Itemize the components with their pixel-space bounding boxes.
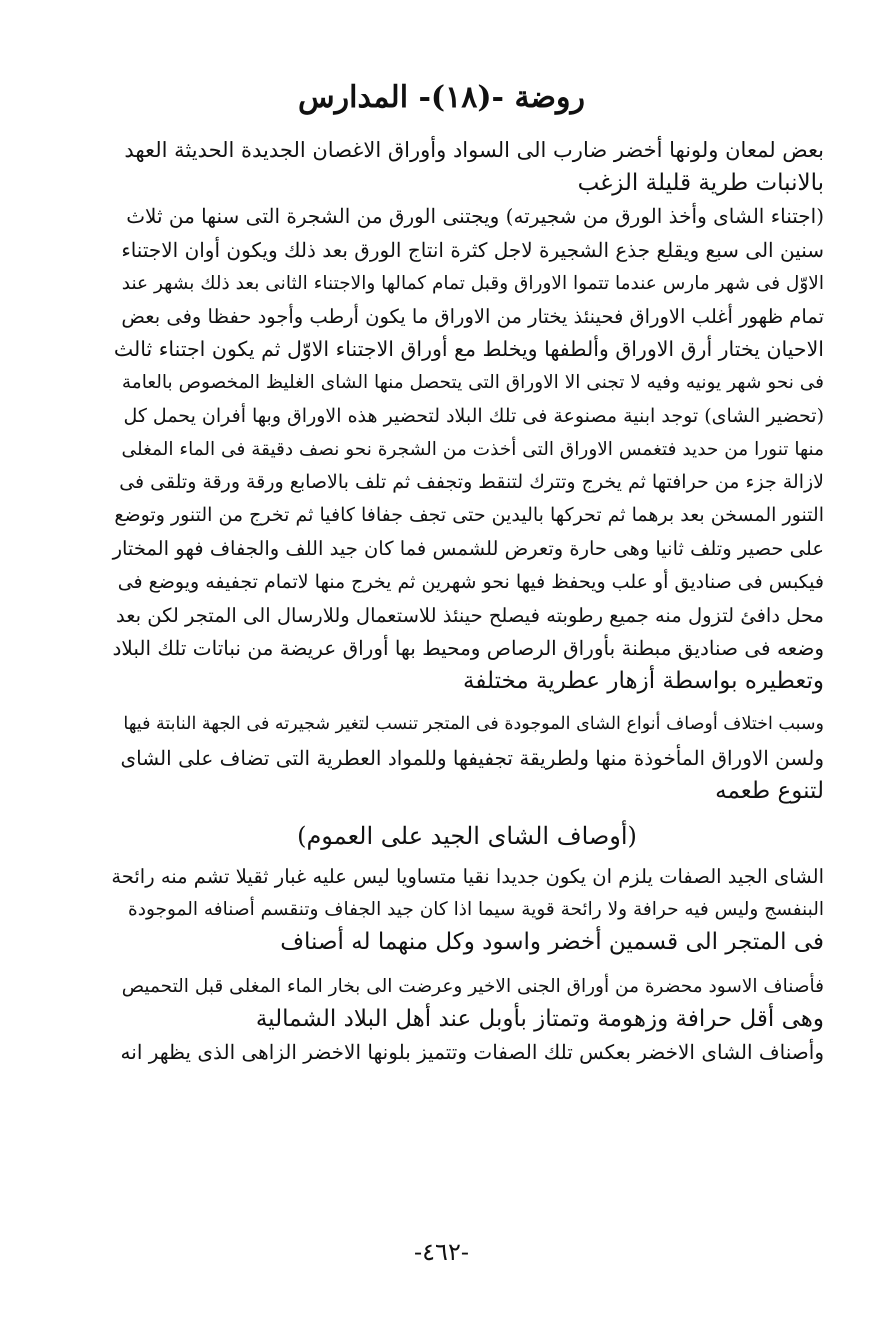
text-line: الاحيان يختار أرق الاوراق وألطفها ويخلط مع أوراق الاجتناء الاوّل ثم يكون اجتناء ثالث xyxy=(113,337,824,362)
body-text xyxy=(110,134,824,1069)
text-line: وأصناف الشاى الاخضر بعكس تلك الصفات وتتميز بلونها الاخضر الزاهى الذى يظهر انه xyxy=(120,1040,824,1065)
text-line: بعض لمعان ولونها أخضر ضارب الى السواد وأوراق الاغصان الجديدة الحديثة العهد xyxy=(124,138,824,162)
text-line: البنفسج وليس فيه حرافة ولا رائحة قوية سيما اذا كان جيد الجفاف وتنقسم أصنافه الموجودة xyxy=(128,899,824,921)
text-line: وسبب اختلاف أوصاف أنواع الشاى الموجودة فى المتجر تنسب لتغير شجيرته فى الجهة النابتة فيها xyxy=(123,714,824,735)
text-line: فأصناف الاسود محضرة من أوراق الجنى الاخير وعرضت الى بخار الماء المغلى قبل التحميص xyxy=(121,975,824,997)
text-line: وتعطيره بواسطة أزهار عطرية مختلفة xyxy=(463,668,824,695)
paragraph-gap xyxy=(110,960,824,970)
paragraph-gap xyxy=(110,698,824,708)
page-title: روضة -(١٨)- المدارس xyxy=(298,80,585,115)
text-line: فى المتجر الى قسمين أخضر واسود وكل منهما له أصناف xyxy=(280,929,824,956)
page-number-label: -٤٦٢- xyxy=(414,1238,469,1266)
text-line: على حصير وتلف ثانيا وهى حارة وتعرض للشمس فما كان جيد اللف والجفاف فهو المختار xyxy=(112,537,824,561)
text-line: بالانبات طرية قليلة الزغب xyxy=(577,170,824,197)
text-line: محل دافئ لتزول منه جميع رطوبته فيصلح حينئذ للاستعمال وللارسال الى المتجر لكن بعد xyxy=(115,603,824,627)
text-line: ولسن الاوراق المأخوذة منها ولطريقة تجفيفها وللمواد العطرية التى تضاف على الشاى xyxy=(120,745,824,770)
text-line: (اجتناء الشاى وأخذ الورق من شجيرته) ويجتنى الورق من الشجرة التى سنها من ثلاث xyxy=(126,204,824,229)
text-line: فيكبس فى صناديق أو علب ويحفظ فيها نحو شهرين ثم يخرج منها لاتمام تجفيفه ويوضع فى xyxy=(117,570,824,593)
section-heading: (أوصاف الشاى الجيد على العموم) xyxy=(297,822,637,851)
page-header xyxy=(0,78,883,118)
text-line: منها تنورا من حديد فتغمس الاوراق التى أخذت من الشجرة نحو نصف دقيقة فى الماء المغلى xyxy=(121,438,824,460)
text-line: الشاى الجيد الصفات يلزم ان يكون جديدا نقيا متساويا ليس عليه غبار ثقيلا تشم منه رائحة xyxy=(111,865,824,889)
text-line: تمام ظهور أغلب الاوراق فحينئذ يختار من الاوراق ما يكون أرطب وأجود حفظا وفى بعض xyxy=(121,305,824,329)
text-line: لازالة جزء من حرافتها ثم يخرج وتترك لتنقط وتجفف ثم تلف بالاصابع ورقة ورقة وتلقى فى xyxy=(119,471,824,494)
text-line: وضعه فى صناديق مبطنة بأوراق الرصاص ومحيط بها أوراق عريضة من نباتات تلك البلاد xyxy=(112,636,824,661)
page-number xyxy=(0,1236,883,1268)
text-line: (تحضير الشاى) توجد ابنية مصنوعة فى تلك البلاد لتحضير هذه الاوراق وبها أفران يحمل كل xyxy=(123,404,824,427)
text-line: لتنوع طعمه xyxy=(715,777,824,804)
text-line: وهى أقل حرافة وزهومة وتمتاز بأوبل عند أهل البلاد الشمالية xyxy=(255,1005,824,1032)
text-line: التنور المسخن بعد برهما ثم تحركها باليدين حتى تجف جفافا كافيا ثم تخرج من التنور وتوضع xyxy=(114,504,824,527)
text-line: فى نحو شهر يونيه وفيه لا تجنى الا الاوراق التى يتحصل منها الشاى الغليظ المخصوص بالعامة xyxy=(121,372,824,394)
text-line: الاوّل فى شهر مارس عندما تتموا الاوراق وقبل تمام كمالها والاجتناء الثانى بعد ذلك بشهر عند xyxy=(121,272,824,294)
text-line: سنين الى سبع ويقلع جذع الشجيرة لاجل كثرة انتاج الورق بعد ذلك ويكون أوان الاجتناء xyxy=(121,237,824,262)
